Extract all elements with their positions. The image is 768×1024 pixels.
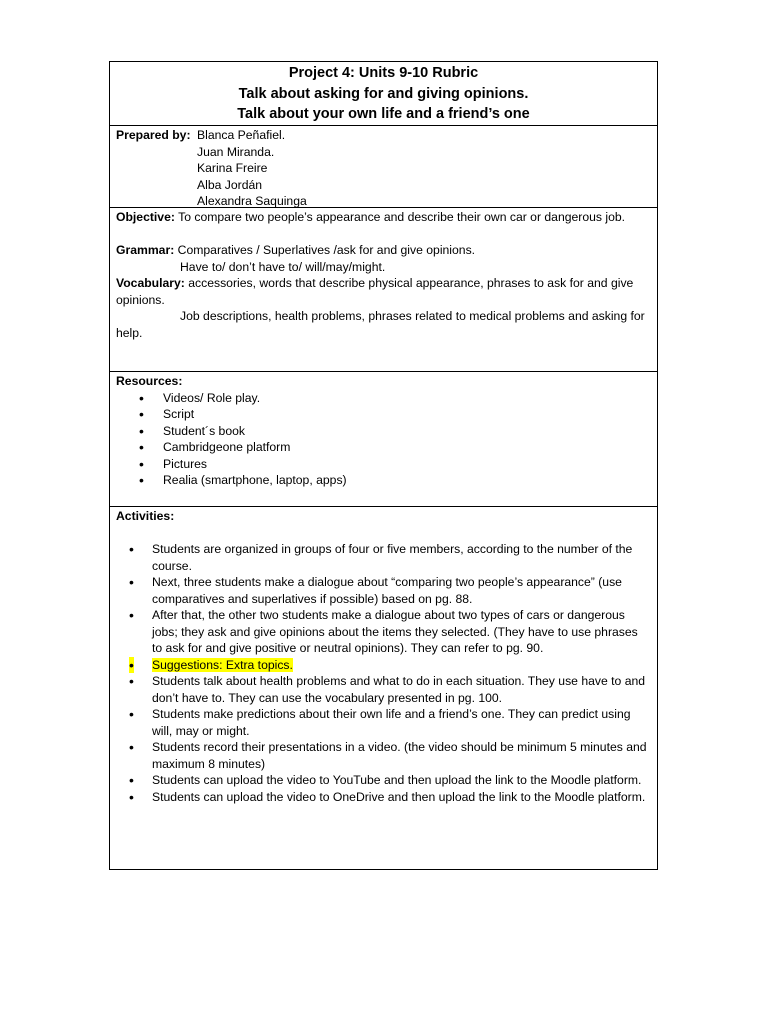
activities-label: Activities:	[116, 509, 175, 523]
resources-list	[116, 390, 651, 489]
activity-item: • Students can upload the video to YouTube and then upload the link to the Moodle platform.	[116, 772, 651, 789]
title-line-1: Project 4: Units 9-10 Rubric	[288, 65, 479, 81]
resource-item: • Script	[116, 406, 651, 423]
grammar-label: Grammar:	[116, 243, 175, 257]
activities-list	[116, 541, 651, 805]
resource-item: • Cambridgeone platform	[116, 439, 651, 456]
resources-cell	[110, 371, 657, 506]
resource-item: • Videos/ Role play.	[116, 390, 651, 407]
suggestions-highlight: Suggestions: Extra topics.	[152, 657, 293, 672]
activity-item: • After that, the other two students make a dialogue about two types of cars or dangerous jobs; they ask and give opinions about the items they selected. (They have to use phrases to ask for and give positive or neutral opinions). They can refer to pg. 90.	[116, 607, 651, 657]
vocabulary-paragraph	[116, 275, 651, 308]
objective-label: Objective:	[116, 210, 175, 224]
grammar-text: Comparatives / Superlatives /ask for and give opinions.	[174, 243, 476, 257]
vocabulary-line-2: Job descriptions, health problems, phrases related to medical problems and asking for help.	[116, 309, 645, 340]
activity-item: • Students make predictions about their own life and a friend’s one. They can predict using will, may or might.	[116, 706, 651, 739]
activity-item: • Students talk about health problems and what to do in each situation. They use have to and don’t have to. They can use the vocabulary presented in pg. 100.	[116, 673, 651, 706]
objective-paragraph	[116, 209, 651, 226]
grammar-line-2: Have to/ don’t have to/ will/may/might.	[180, 259, 386, 274]
objective-text: To compare two people’s appearance and describe their own car or dangerous job.	[174, 210, 626, 224]
activity-item-suggestions	[116, 657, 651, 674]
activity-item: • Students can upload the video to OneDrive and then upload the link to the Moodle platform.	[116, 789, 651, 806]
prepared-by-label: Prepared by:	[116, 128, 191, 142]
activity-item: • Students record their presentations in a video. (the video should be minimum 5 minutes and maximum 8 minutes)	[116, 739, 651, 772]
author-name: Alba Jordán	[197, 177, 263, 192]
vocabulary-label: Vocabulary:	[116, 276, 185, 290]
grammar-paragraph	[116, 242, 651, 259]
vocabulary-text: accessories, words that describe physical appearance, phrases to ask for and give opinions.	[116, 276, 634, 307]
resource-item: • Realia (smartphone, laptop, apps)	[116, 472, 651, 489]
author-name: Juan Miranda.	[197, 144, 275, 159]
author-name: Karina Freire	[197, 161, 268, 175]
resources-label: Resources:	[116, 374, 183, 388]
title-cell	[110, 62, 657, 125]
activities-cell	[110, 506, 657, 869]
resource-item: • Student´s book	[116, 423, 651, 440]
author-name: Blanca Peñafiel.	[197, 128, 286, 142]
author-name: Alexandra Saquinga	[197, 194, 307, 208]
activity-item: • Students are organized in groups of four or five members, according to the number of the course.	[116, 541, 651, 574]
prepared-by-cell	[110, 125, 657, 207]
title-line-3: Talk about your own life and a friend’s one	[237, 106, 530, 122]
author-list	[197, 127, 307, 210]
objective-cell	[110, 207, 657, 371]
title-line-2: Talk about asking for and giving opinions.	[238, 85, 529, 102]
activity-item: • Next, three students make a dialogue about “comparing two people’s appearance” (use comparatives and superlatives if possible) based on pg. 88.	[116, 574, 651, 607]
rubric-table	[109, 61, 658, 870]
resource-item: • Pictures	[116, 456, 651, 473]
